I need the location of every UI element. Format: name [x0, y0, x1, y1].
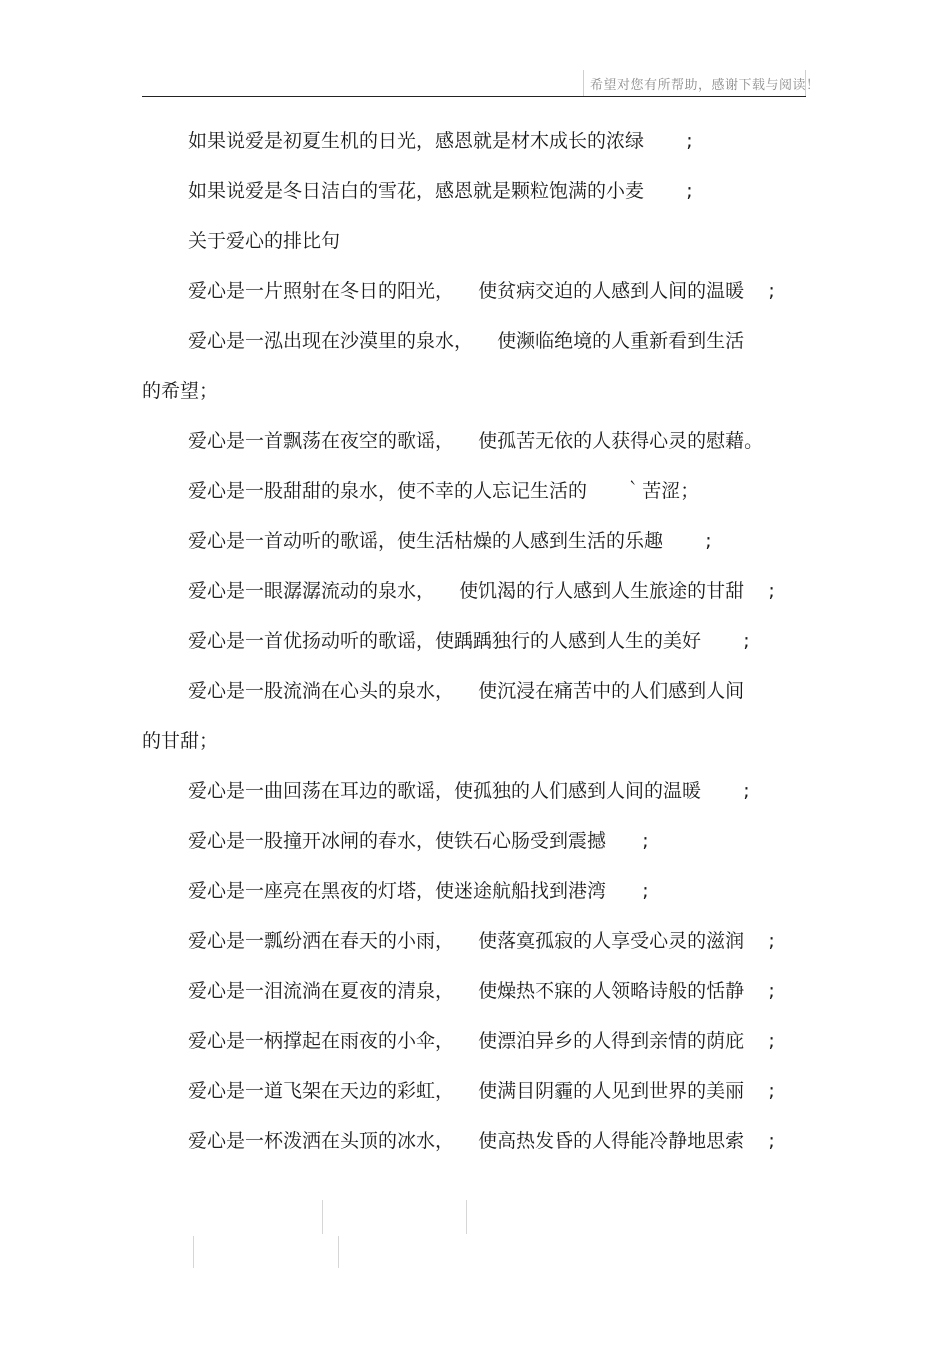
- text-line: 爱心是一曲回荡在耳边的歌谣，使孤独的人们感到人间的温暖 ;: [188, 780, 750, 802]
- text-line: 爱心是一首优扬动听的歌谣，使踽踽独行的人感到人生的美好 ;: [188, 630, 750, 652]
- text-line: 爱心是一股流淌在心头的泉水， 使沉浸在痛苦中的人们感到人间: [188, 680, 745, 702]
- text-line: 爱心是一泪流淌在夏夜的清泉， 使燥热不寐的人领略诗般的恬静 ;: [188, 980, 775, 1002]
- text-line: 爱心是一座亮在黑夜的灯塔，使迷途航船找到港湾 ;: [188, 880, 649, 902]
- document-body: [142, 124, 822, 1174]
- text-line: 爱心是一片照射在冬日的阳光， 使贫病交迫的人感到人间的温暖 ;: [188, 280, 775, 302]
- header-tagline: 希望对您有所帮助，感谢下载与阅读！: [590, 78, 820, 93]
- text-line: 的甘甜；: [142, 730, 219, 752]
- text-line: 爱心是一柄撑起在雨夜的小伞， 使漂泊异乡的人得到亲情的荫庇 ;: [188, 1030, 775, 1052]
- faint-mark: [193, 1236, 194, 1268]
- text-line: 的希望；: [142, 380, 219, 402]
- text-line: 关于爱心的排比句: [188, 230, 341, 252]
- text-line: 爱心是一眼潺潺流动的泉水， 使饥渴的行人感到人生旅途的甘甜 ;: [188, 580, 775, 602]
- header-divider: [142, 96, 806, 97]
- text-line: 如果说爱是冬日洁白的雪花，感恩就是颗粒饱满的小麦 ;: [188, 180, 693, 202]
- text-line: 爱心是一杯泼洒在头顶的冰水， 使高热发昏的人得能冷静地思索 ;: [188, 1130, 775, 1152]
- faint-mark: [466, 1200, 467, 1234]
- text-line: 爱心是一泓出现在沙漠里的泉水， 使濒临绝境的人重新看到生活: [188, 330, 745, 352]
- faint-mark: [338, 1236, 339, 1268]
- text-line: 爱心是一股撞开冰闸的春水，使铁石心肠受到震撼 ;: [188, 830, 649, 852]
- text-line: 如果说爱是初夏生机的日光，感恩就是材木成长的浓绿 ;: [188, 130, 693, 152]
- text-line: 爱心是一股甜甜的泉水，使不幸的人忘记生活的 ｀苦涩；: [188, 480, 700, 502]
- faint-mark: [322, 1200, 323, 1234]
- text-line: 爱心是一道飞架在天边的彩虹， 使满目阴霾的人见到世界的美丽 ;: [188, 1080, 775, 1102]
- text-line: 爱心是一首动听的歌谣，使生活枯燥的人感到生活的乐趣 ;: [188, 530, 712, 552]
- text-line: 爱心是一瓢纷洒在春天的小雨， 使落寞孤寂的人享受心灵的滋润 ;: [188, 930, 775, 952]
- text-line: 爱心是一首飘荡在夜空的歌谣， 使孤苦无依的人获得心灵的慰藉。: [188, 430, 764, 452]
